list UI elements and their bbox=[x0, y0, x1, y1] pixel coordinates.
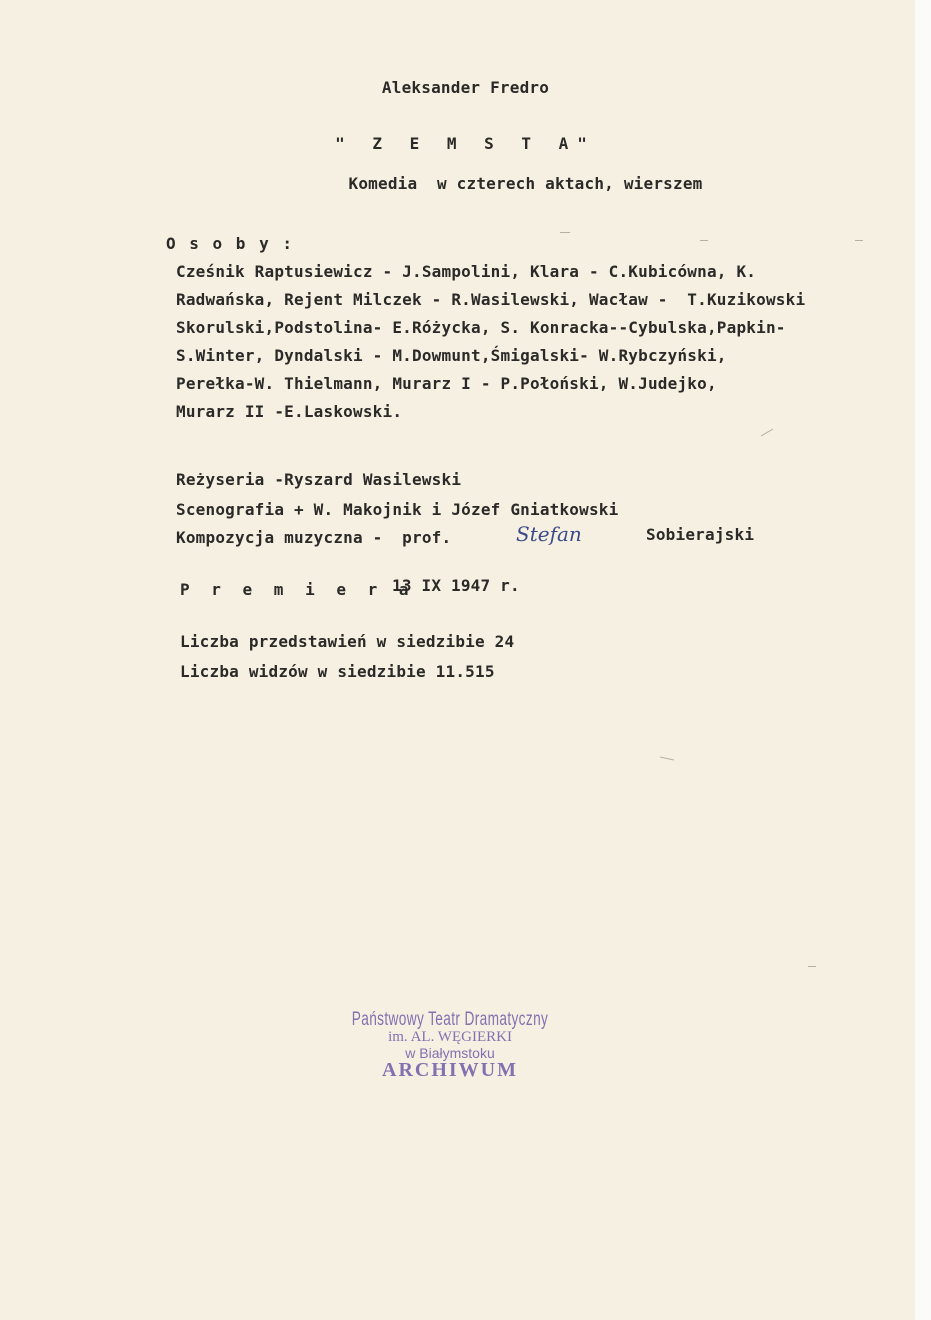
handwritten-first-name: Stefan bbox=[516, 522, 582, 546]
cast-line: Perełka-W. Thielmann, Murarz I - P.Połoński, W.Judejko, bbox=[176, 374, 717, 393]
stamp-line: im. AL. WĘGIERKI bbox=[388, 1028, 512, 1045]
stamp-line: ARCHIWUM bbox=[382, 1059, 518, 1082]
premiere-label: P r e m i e r a bbox=[180, 580, 415, 599]
stray-mark bbox=[700, 240, 708, 241]
archive-stamp bbox=[300, 1010, 600, 1081]
stamp-line: w Białymstoku bbox=[405, 1044, 495, 1061]
stray-mark bbox=[761, 429, 774, 437]
premiere-date: 13 IX 1947 r. bbox=[392, 576, 520, 595]
stray-mark bbox=[560, 232, 570, 233]
stray-mark bbox=[660, 757, 674, 761]
cast-heading: O s o b y : bbox=[166, 234, 294, 253]
music-credit-surname: Sobierajski bbox=[646, 525, 755, 544]
stray-mark bbox=[855, 240, 863, 241]
cast-line: S.Winter, Dyndalski - M.Dowmunt,Śmigalski- W.Rybczyński, bbox=[176, 346, 727, 365]
performances-count: Liczba przedstawień w siedzibie 24 bbox=[180, 632, 515, 651]
paper-edge bbox=[915, 0, 931, 1320]
stray-mark bbox=[808, 966, 816, 967]
scenography-credit: Scenografia + W. Makojnik i Józef Gniatkowski bbox=[176, 500, 619, 519]
viewers-count: Liczba widzów w siedzibie 11.515 bbox=[180, 662, 495, 681]
music-credit: Kompozycja muzyczna - prof. bbox=[176, 528, 452, 547]
cast-line: Cześnik Raptusiewicz - J.Sampolini, Klara - C.Kubicówna, K. bbox=[176, 262, 757, 281]
play-subtitle: Komedia w czterech aktach, wierszem bbox=[348, 174, 703, 193]
direction-credit: Reżyseria -Ryszard Wasilewski bbox=[176, 470, 462, 489]
cast-line: Skorulski,Podstolina- E.Różycka, S. Konracka--Cybulska,Papkin- bbox=[176, 318, 786, 337]
cast-line: Murarz II -E.Laskowski. bbox=[176, 402, 403, 421]
stamp-line: Państwowy Teatr Dramatyczny bbox=[351, 1009, 549, 1030]
play-title: " Z E M S T A" bbox=[335, 134, 596, 153]
author-name: Aleksander Fredro bbox=[381, 78, 550, 97]
cast-line: Radwańska, Rejent Milczek - R.Wasilewski, Wacław - T.Kuzikowski bbox=[176, 290, 806, 309]
